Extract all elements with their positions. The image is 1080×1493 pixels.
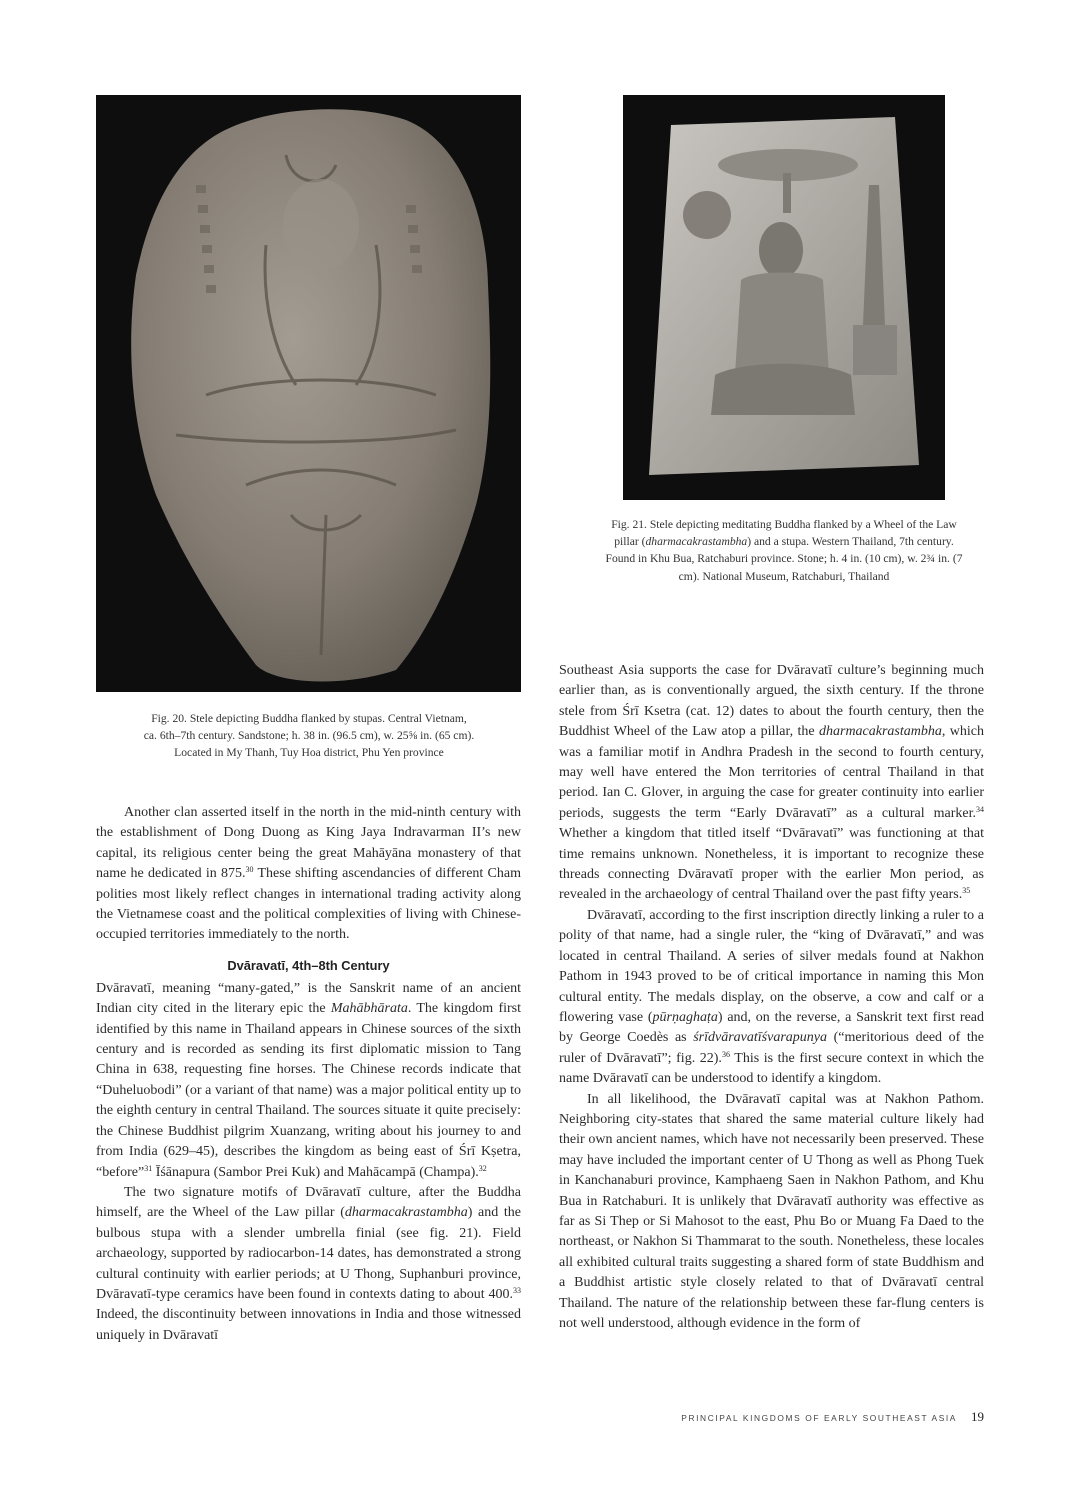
- fig20-stele-image: [96, 95, 521, 692]
- footnote-ref: 32: [478, 1163, 487, 1173]
- footnote-ref: 35: [962, 886, 971, 896]
- paragraph: In all likelihood, the Dvāravatī capital was at Nakhon Pathom. Neighboring city-states that shared the same material culture likely had their own ancient names, which have not necessarily been preserved. These may have included the important center of U Thong as well as Phong Tuek in Kanchanaburi province, Kamphaeng Saen in Nakhon Pathom, and Khu Bua in Ratchaburi. It is unlikely that Dvāravatī authority was effective as far as Si Thep or Si Mahosot to the east, Phu Bo or Muang Fa Daed to the northeast, or Nakhon Si Thammarat to the south. Nonetheless, these locales all exhibited cultural traits suggesting a shared form of state Buddhism and a Buddhist artistic style closely related to that of Dvāravatī central Thailand. The nature of the relationship between these far-flung centers is not well understood, although evidence in the form of: [559, 1091, 984, 1331]
- fig21-caption-text: ) and a stupa. Western Thailand, 7th century. Found in Khu Bua, Ratchaburi province. Stone; h. 4 in. (10 cm), w. 2¾ in. (7 cm). National Museum, Ratchaburi, Thailand: [605, 535, 963, 583]
- fig20-caption-line: Located in My Thanh, Tuy Hoa district, Phu Yen province: [174, 746, 444, 760]
- footnote-ref: 33: [513, 1285, 521, 1295]
- text-run: The two signature motifs of Dvāravatī culture, after the Buddha himself, are the Wheel of the Law pillar (: [96, 1184, 521, 1221]
- fig21-stele-photo: [623, 95, 945, 500]
- right-text-column: [559, 661, 984, 1334]
- text-run: These shifting ascendancies of different Cham polities most likely reflect changes in international trading activity along the Vietnamese coast and the political complexities of living with Chinese-occupied territories immediately to the north.: [96, 866, 521, 943]
- italic-term: śrīdvāravatīśvarapunya: [693, 1030, 827, 1046]
- paragraph: [559, 661, 984, 906]
- fig20-caption: [110, 710, 508, 762]
- text-run: ) and the bulbous stupa with a slender umbrella finial (see fig. 21). Field archaeology, supported by radiocarbon-14 dates, has demonstrated a strong cultural continuity with earlier periods; at U Thong, Suphanburi province, Dvāravatī-type ceramics have been found in contexts dating to about 400.: [96, 1205, 521, 1302]
- fig21-caption: [600, 516, 968, 585]
- paragraph: [96, 979, 521, 1183]
- footnote-ref: 36: [721, 1049, 730, 1059]
- left-text-column: [96, 803, 521, 1346]
- fig20-caption-line: ca. 6th–7th century. Sandstone; h. 38 in. (96.5 cm), w. 25⅝ in. (65 cm).: [143, 729, 475, 743]
- paragraph: [96, 803, 521, 946]
- text-run: Dvāravatī, meaning “many-gated,” is the Sanskrit name of an ancient Indian city cited in the literary epic the: [96, 980, 521, 1017]
- italic-title: Mahābhārata: [330, 1001, 408, 1017]
- footnote-ref: 34: [976, 804, 984, 814]
- fig21-caption-text: Fig. 21. Stele depicting meditating Buddha flanked by a Wheel of the Law pillar (: [611, 518, 957, 549]
- footnote-ref: 31: [144, 1163, 153, 1173]
- italic-term: dharmacakrastambha: [819, 724, 942, 740]
- text-run: Southeast Asia supports the case for Dvāravatī culture’s beginning much earlier than, as is conventionally argued, the sixth century. If the throne stele from Śrī Ksetra (cat. 12) dates to about the fourth century, then the Buddhist Wheel of the Law atop a pillar, the: [559, 663, 984, 740]
- text-run: . The kingdom first identified by this name in Thailand appears in Chinese sources of the sixth century and is recorded as sending its first diplomatic mission to Tang China in 638, requesting fine horses. The Chinese records indicate that “Duheluobodi” (or a variant of that name) was a major political entity up to the eighth century in central Thailand. The sources situate it quite precisely: the Chinese Buddhist pilgrim Xuanzang, writing about his journey to and from India (629–45), describes the kingdom as being east of Śrī Kṣetra, “before”: [96, 1001, 521, 1180]
- italic-term: dharmacakrastambha: [344, 1205, 468, 1221]
- footnote-ref: 30: [245, 865, 254, 875]
- text-run: Indeed, the discontinuity between innovations in India and those witnessed uniquely in Dvāravatī: [96, 1307, 521, 1343]
- fig21-stele-image: [623, 95, 945, 500]
- text-run: ) and, on the reverse, a Sanskrit text first read by George Coedès as: [559, 1009, 984, 1046]
- fig20-caption-line: Fig. 20. Stele depicting Buddha flanked by stupas. Central Vietnam,: [151, 712, 467, 725]
- text-run: This is the first secure context in which the name Dvāravatī can be understood to identify a kingdom.: [559, 1050, 984, 1087]
- page-footer: [681, 1409, 984, 1425]
- fig21-caption-italic-term: dharmacakrastambha: [645, 535, 748, 549]
- text-run: Dvāravatī, according to the first inscription directly linking a ruler to a polity of that name, had a single ruler, the “king of Dvāravatī,” and was located in central Thailand. A series of silver medals found at Nakhon Pathom in 1943 proved to be of critical importance in naming this Mon cultural entity. The medals display, on the observe, a cow and calf or a flowering vase (: [559, 907, 984, 1025]
- fig20-stele-photo: [96, 95, 521, 692]
- running-head: PRINCIPAL KINGDOMS OF EARLY SOUTHEAST ASIA: [681, 1413, 957, 1423]
- text-run: Īśānapura (Sambor Prei Kuk) and Mahācampā (Champa).: [152, 1164, 479, 1180]
- text-run: (“meritorious deed of the ruler of Dvāravatī”; fig. 22).: [559, 1030, 984, 1066]
- paragraph: [96, 1183, 521, 1346]
- italic-term: pūrṇaghaṭa: [652, 1009, 718, 1025]
- text-run: Another clan asserted itself in the north in the mid-ninth century with the establishment of Dong Duong as King Jaya Indravarman II’s new capital, its religious center being the great Mahāyāna monastery of that name he dedicated in 875.: [96, 805, 521, 882]
- section-heading: Dvāravatī, 4th–8th Century: [227, 957, 390, 973]
- text-run: Whether a kingdom that titled itself “Dvāravatī” was functioning at that time remains unknown. Nonetheless, it is important to recognize these threads connecting Dvāravatī proper with the earlier Mon period, as revealed in the archaeology of central Thailand over the past fifty years.: [559, 826, 984, 903]
- page-number: 19: [971, 1409, 984, 1424]
- paragraph: [559, 906, 984, 1090]
- text-run: , which was a familiar motif in Andhra Pradesh in the second to fourth century, may well have entered the Mon territories of central Thailand in that period. Ian C. Glover, in arguing the case for greater continuity into earlier periods, suggests the term “Early Dvāravatī” as a cultural marker.: [559, 724, 985, 821]
